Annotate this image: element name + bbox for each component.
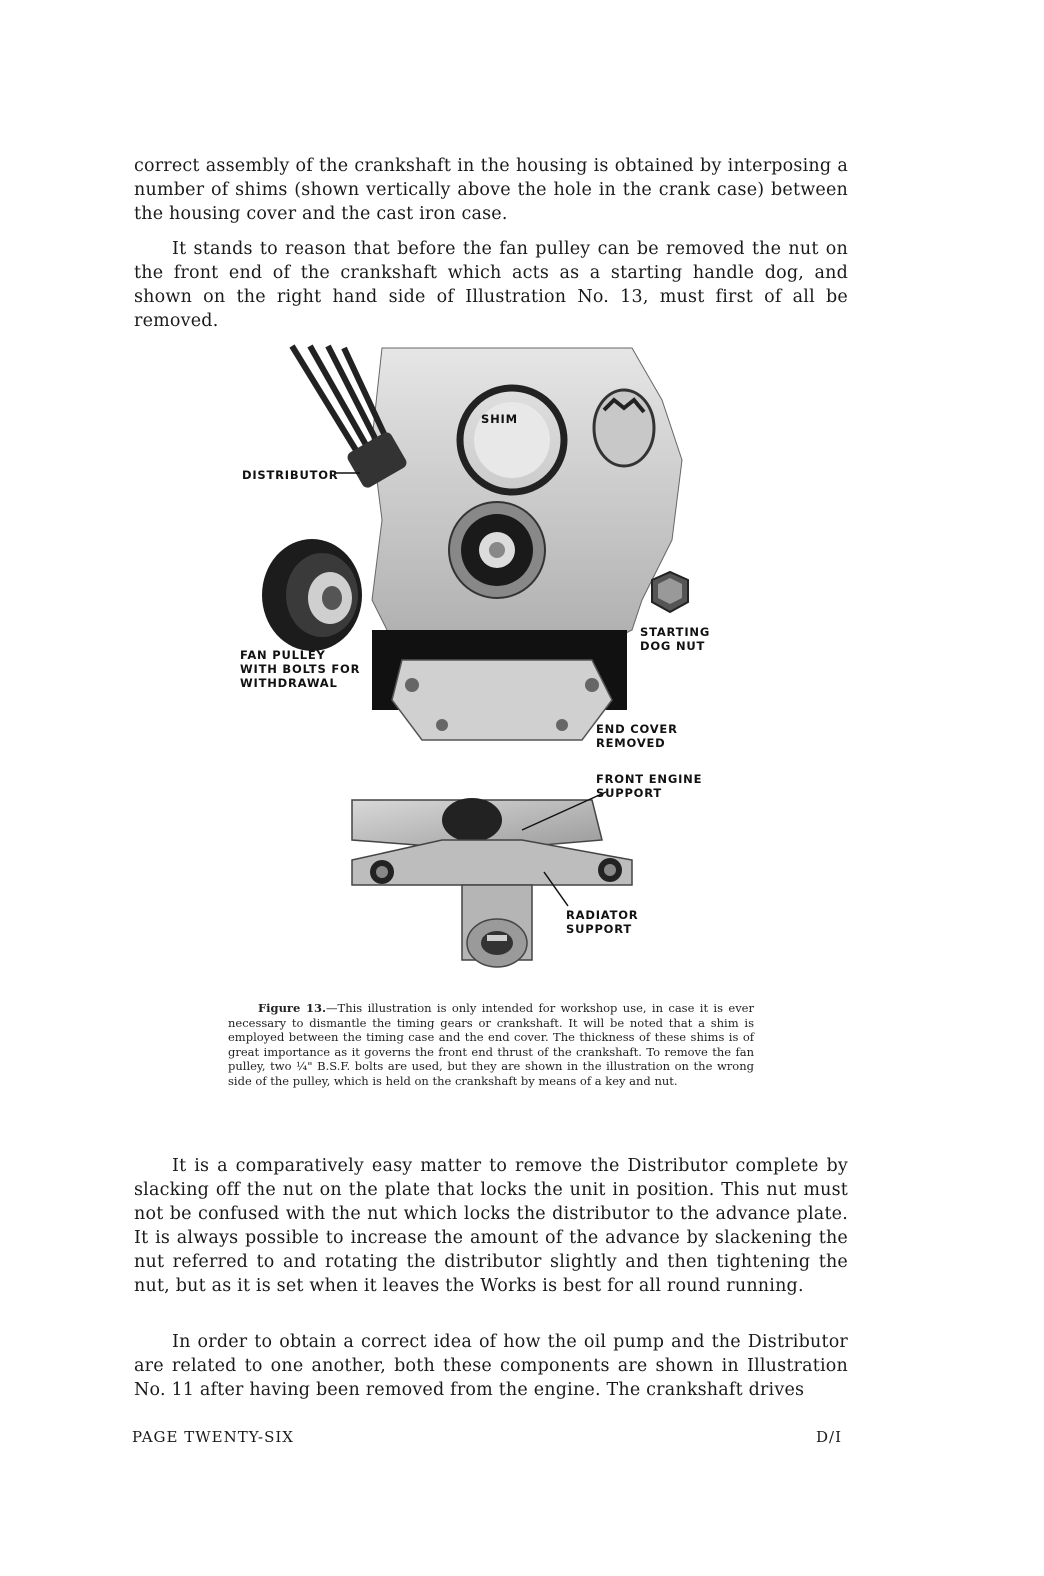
label-end-cover: END COVER REMOVED — [596, 722, 678, 750]
paragraph-2: It stands to reason that before the fan pulley can be removed the nut on the front end of the crankshaft which acts as a starting handle dog, and shown on the right hand side of Illustration No. 13, must first of all be removed. — [134, 239, 848, 331]
label-shim: SHIM — [481, 412, 518, 426]
paragraph-3: It is a comparatively easy matter to remove the Distributor complete by slacking off the nut on the plate that locks the unit in position. This nut must not be confused with the nut which locks the distributor to the advance plate. It is always possible to increase the amount of the advance by slackening the nut referred to and rotating the distributor slightly and then tightening the nut, but as it is set when it leaves the Works is best for all round running. — [134, 1156, 848, 1296]
label-distributor: DISTRIBUTOR — [242, 468, 339, 482]
front-engine-support-part — [352, 798, 632, 967]
label-front-engine-support: FRONT ENGINE SUPPORT — [596, 772, 703, 800]
label-radiator-support: RADIATOR SUPPORT — [566, 908, 639, 936]
figure-number: Figure 13. — [258, 1001, 327, 1015]
figure-caption-text: —This illustration is only intended for workshop use, in case it is ever necessary to dismantle the timing gears or crankshaft. It will be noted that a shim is employed between the timing case and the end cover. The thickness of these shims is of great importance as it governs the front end thrust of the crankshaft. To remove the fan pulley, two ¼" B.S.F. bolts are used, but they are shown in the illustration on the wrong side of the pulley, which is held on the crankshaft by means of a key and nut. — [228, 1001, 754, 1088]
label-starting-dog-nut: STARTING DOG NUT — [640, 625, 711, 653]
timing-gear — [594, 390, 654, 466]
figure-caption — [228, 1001, 754, 1088]
label-fan-pulley: FAN PULLEY WITH BOLTS FOR WITHDRAWAL — [240, 648, 361, 690]
paragraph-4: In order to obtain a correct idea of how the oil pump and the Distributor are related to one another, both these components are shown in Illustration No. 11 after having been removed from the engine. The crankshaft drives — [134, 1332, 848, 1400]
section-code-footer: D/I — [816, 1428, 843, 1446]
paragraph-1: correct assembly of the crankshaft in the housing is obtained by interposing a number of shims (shown vertically above the hole in the crank case) between the housing cover and the cast iron case. — [134, 156, 848, 224]
end-cover — [392, 660, 612, 740]
fan-pulley — [262, 539, 362, 651]
page-number-footer: PAGE TWENTY-SIX — [132, 1428, 294, 1446]
